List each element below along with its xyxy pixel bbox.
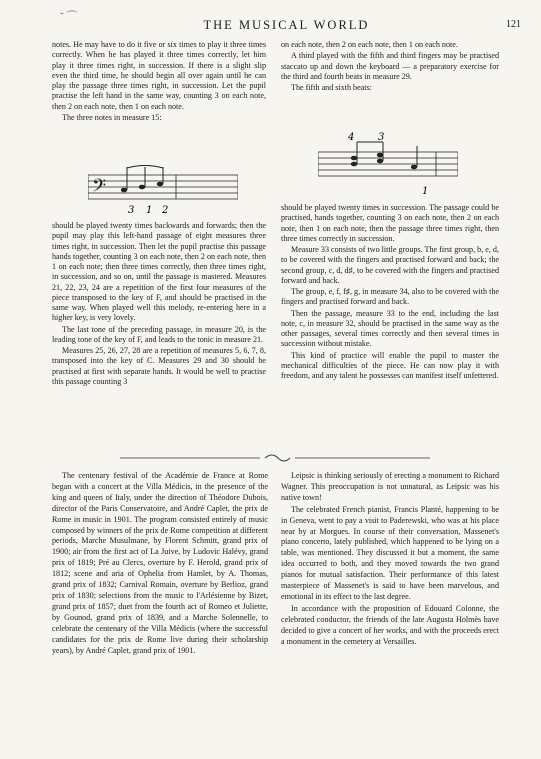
page-title: THE MUSICAL WORLD xyxy=(203,18,370,32)
page-header xyxy=(52,6,521,32)
paragraph: on each note, then 2 on each note, then 1 on each note. xyxy=(281,40,458,49)
paragraph: The last tone of the preceding passage, in measure 20, is the leading tone of the key of F, and leads to the tonic in measure 21. xyxy=(52,324,266,344)
paragraph: The celebrated French pianist, Francis Planté, happening to be in Geneva, went to pay a visit to Paderewski, who was at his place near by at Morgues. In course of their conversation, Massenet's piano concerto, lately published, which happened to be lying on a table, was mentioned. They discussed it but a moment, the same idea occurred to both, and they moved towards the two grand pianos for mutual satisfaction. Their performance of this latest masterpiece of Massenet's is said to have been marvelous, and emotional in its effect to the last degree. xyxy=(281,504,499,601)
article-column-top-left-continued xyxy=(52,221,266,387)
page-number: 121 xyxy=(506,19,521,30)
fingering-mark: 1 xyxy=(146,205,153,216)
article-column-top-right-continued xyxy=(281,203,499,381)
news-column-left xyxy=(52,471,268,656)
paragraph: The centenary festival of the Académie de France at Rome began with a concert at the Villa Médicis, in the presence of the king and queen of Italy, under the direction of Théodore Dubois, director of the Paris Conservatoire, and André Caplet, the prix de Rome in music in 1901. The program consisted entirely of music composed by winners of the prix de Rome competition at different periods, Marche Musulmane, by Florent Schmitt, grand prix of 1900; air from the first act of La Juive, by Ludovic Halévy, grand prix of 1819; Pré au Clercs, overture by F. Herold, grand prix of 1812; scene and aria of Ophelia from Hamlet, by A. Thomas, grand prix of 1832; Carnival Romain, overture by Berlioz, grand prix of 1830; selections from the music to l'Arlésienne by Bizet, grand prix of 1857; duet from the fourth act of Romeo et Juliette, by Gounod, grand prix of 1839, and a Marche Solennelle, to celebrate the centenary of the Villa Médicis (where the successful candidates for the prix de Rome live during their scholarship years), by André Caplet, grand prix of 1901. xyxy=(52,471,268,655)
paragraph: Measures 25, 26, 27, 28 are a repetition of measures 5, 6, 7, 8, transposed into the key of C. Measures 29 and 30 should be practised at first with separate hands. It would be well to practise this passage counting 3 xyxy=(52,346,266,386)
fingering-mark: 2 xyxy=(162,205,169,216)
paragraph: The fifth and sixth beats: xyxy=(291,83,372,92)
paragraph: should be played twenty times in succession. The passage could be practised, hands together, counting 3 on each note, then 2 on each note, then 1 on each note, then the passage three times right, then three times correctly in succession. xyxy=(281,203,499,243)
paragraph: The group, e, f, f♯, g, in measure 34, also to be covered with the fingers and practised forward and back. xyxy=(281,287,499,307)
article-column-top-right xyxy=(281,40,499,93)
svg-text:𝄢: 𝄢 xyxy=(92,176,107,201)
paragraph: In accordance with the proposition of Edouard Colonne, the celebrated conductor, the friends of the late Augusta Holmès have decided to give a concert of her works, and with the proceeds erect a monument in the cemetery at Versailles. xyxy=(281,603,499,646)
music-example-measure-15 xyxy=(88,165,238,217)
paragraph: should be played twenty times backwards and forwards; then the pupil may play this left-hand passage of eight measures three times right, in succession. Then let the pupil practise this passage hands together, counting 3 on each note, then 2 on each note, then 1 on each note; then three times correctly, then three times right, in succession, and so on, until the passage is mastered. Measures 21, 22, 23, 24 are a repetition of the first four measures of the piece transposed to the key of F, and should be practised in the same way. When played well this melody, re-entering here in a higher key, is very lovely. xyxy=(52,221,266,323)
paragraph: Leipsic is thinking seriously of erecting a monument to Richard Wagner. This preoccupation is not unnatural, as Leipsic was his native town! xyxy=(281,471,499,502)
fingering-mark: 3 xyxy=(128,205,135,216)
fingering-mark: 3 xyxy=(378,132,385,143)
article-column-top-left xyxy=(52,40,266,123)
paragraph: A third played with the fifth and third fingers may be practised staccato up and down the keyboard — a preparatory exercise for the third and fourth beats in measure 29. xyxy=(281,51,499,81)
paragraph: The three notes in measure 15: xyxy=(62,112,162,122)
fingering-mark: 1 xyxy=(422,186,429,197)
section-divider xyxy=(120,452,430,464)
paragraph: This kind of practice will enable the pupil to master the mechanical difficulties of the piece. He can now play it with freedom, and any talent he possesses can manifest itself unfettered. xyxy=(281,350,499,380)
pencil-mark: ˘ ⌒ xyxy=(60,11,78,23)
paragraph: Measure 33 consists of two little groups. The first group, b, e, d, to be covered with the fingers and practised forward and back; the second group, c, d, d♯, to be covered with the fingers and practised forward and back. xyxy=(281,245,499,285)
news-column-right xyxy=(281,471,499,648)
fingering-mark: 4 xyxy=(348,132,355,143)
paragraph: notes. He may have to do it five or six times to play it three times correctly. When he has played it three times correctly, let him play it three times right, in succession. If there is a slight slip even the third time, he should begin all over again until he can play the passage three times right, in succession. Let the pupil practise the left hand in the same way, counting 3 on each note, then 2 on each note, then 1 on each note. xyxy=(52,40,266,111)
music-example-beats-5-6 xyxy=(318,130,458,198)
paragraph: Then the passage, measure 33 to the end, including the last note, c, in measure 32, should be practised in the same way as the other passages, several times correctly and then several times in succession without mistake. xyxy=(281,308,499,349)
